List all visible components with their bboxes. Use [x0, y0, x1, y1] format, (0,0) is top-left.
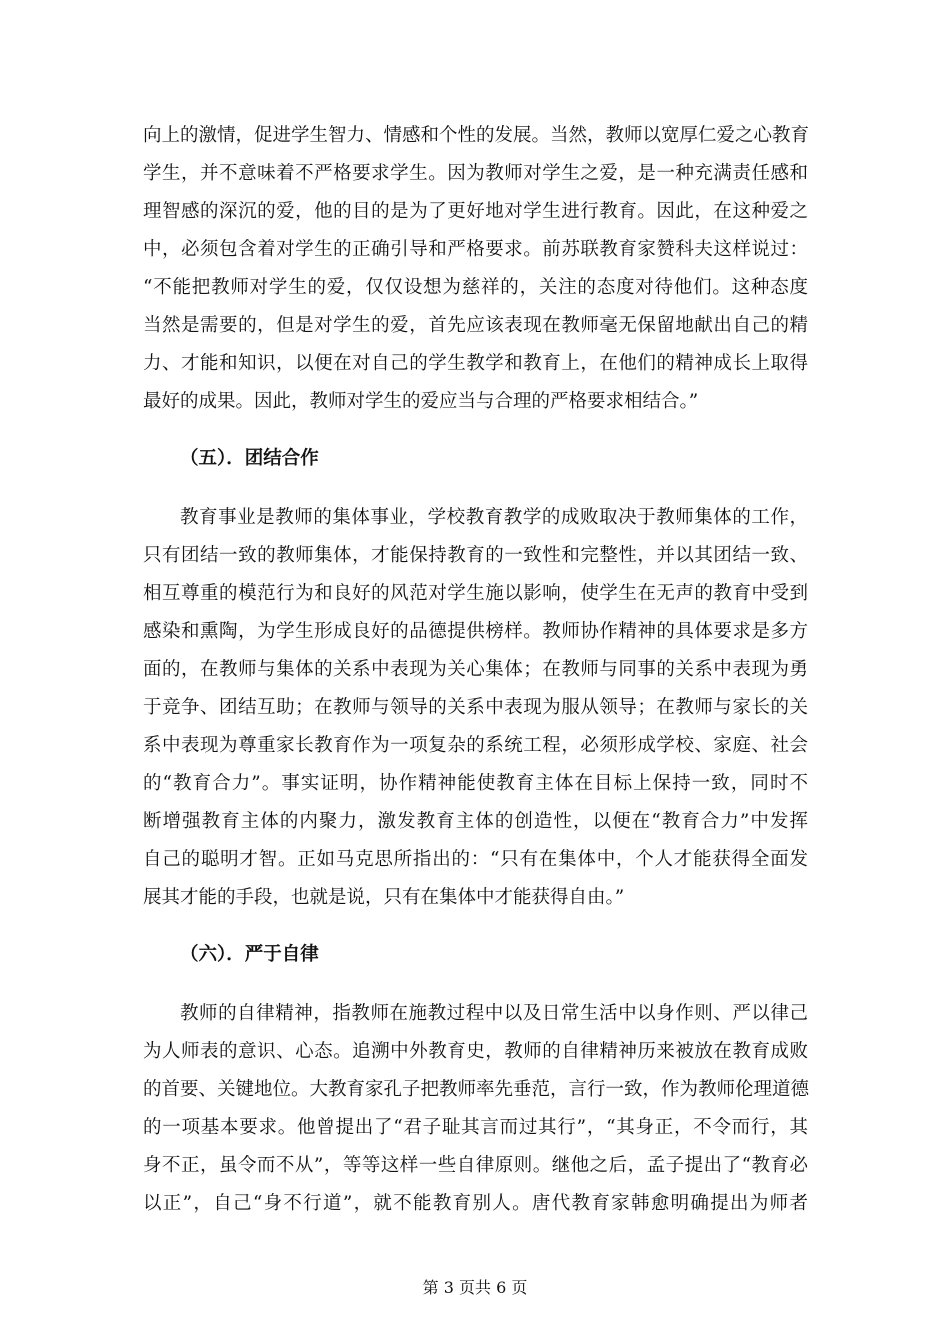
paragraph-line: “不能把教师对学生的爱，仅仅设想为慈祥的，关注的态度对待他们。这种态度	[143, 277, 808, 298]
paragraph-line: 相互尊重的模范行为和良好的风范对学生施以影响，使学生在无声的教育中受到	[143, 583, 808, 604]
paragraph-line: 中，必须包含着对学生的正确引导和严格要求。前苏联教育家赞科夫这样说过：	[143, 239, 808, 260]
paragraph-line: 的“教育合力”。事实证明，协作精神能使教育主体在目标上保持一致，同时不	[143, 773, 808, 794]
paragraph-line: 教师的自律精神，指教师在施教过程中以及日常生活中以身作则、严以律己	[180, 1003, 808, 1024]
paragraph-line: 当然是需要的，但是对学生的爱，首先应该表现在教师毫无保留地献出自己的精	[143, 315, 808, 336]
paragraph-line: 的首要、关键地位。大教育家孔子把教师率先垂范，言行一致，作为教师伦理道德	[143, 1079, 810, 1100]
paragraph-line: 只有团结一致的教师集体，才能保持教育的一致性和完整性，并以其团结一致、	[143, 545, 808, 566]
paragraph-line: 的一项基本要求。他曾提出了“君子耻其言而过其行”，“其身正，不令而行，其	[143, 1117, 808, 1138]
paragraph-line: 学生，并不意味着不严格要求学生。因为教师对学生之爱，是一种充满责任感和	[143, 163, 808, 184]
paragraph-line: 面的，在教师与集体的关系中表现为关心集体；在教师与同事的关系中表现为勇	[143, 659, 808, 680]
paragraph-line: 于竞争、团结互助；在教师与领导的关系中表现为服从领导；在教师与家长的关	[143, 697, 808, 718]
paragraph-line: 以正”，自己“身不行道”，就不能教育别人。唐代教育家韩愈明确提出为师者	[143, 1193, 808, 1214]
paragraph-line: 展其才能的手段，也就是说，只有在集体中才能获得自由。”	[143, 887, 625, 908]
paragraph-line: 感染和熏陶，为学生形成良好的品德提供榜样。教师协作精神的具体要求是多方	[143, 621, 808, 642]
paragraph-line: 断增强教育主体的内聚力，激发教育主体的创造性，以便在“教育合力”中发挥	[143, 811, 808, 832]
paragraph-line: 系中表现为尊重家长教育作为一项复杂的系统工程，必须形成学校、家庭、社会	[143, 735, 808, 756]
paragraph-line: 身不正，虽令而不从”，等等这样一些自律原则。继他之后，孟子提出了“教育必	[143, 1155, 808, 1176]
paragraph-line: 向上的激情，促进学生智力、情感和个性的发展。当然，教师以宽厚仁爱之心教育	[143, 125, 810, 146]
section-heading: （五）．团结合作	[180, 448, 319, 469]
paragraph-line: 最好的成果。因此，教师对学生的爱应当与合理的严格要求相结合。”	[143, 391, 699, 412]
paragraph-line: 力、才能和知识，以便在对自己的学生教学和教育上，在他们的精神成长上取得	[143, 353, 808, 374]
paragraph-line: 为人师表的意识、心态。追溯中外教育史，教师的自律精神历来被放在教育成败	[143, 1041, 808, 1062]
section-heading: （六）．严于自律	[180, 944, 319, 965]
paragraph-line: 教育事业是教师的集体事业，学校教育教学的成败取决于教师集体的工作，	[180, 507, 808, 528]
paragraph-line: 自己的聪明才智。正如马克思所指出的：“只有在集体中，个人才能获得全面发	[143, 849, 808, 870]
paragraph-line: 理智感的深沉的爱，他的目的是为了更好地对学生进行教育。因此，在这种爱之	[143, 201, 808, 222]
page-number-footer: 第 3 页共 6 页	[422, 1278, 528, 1297]
